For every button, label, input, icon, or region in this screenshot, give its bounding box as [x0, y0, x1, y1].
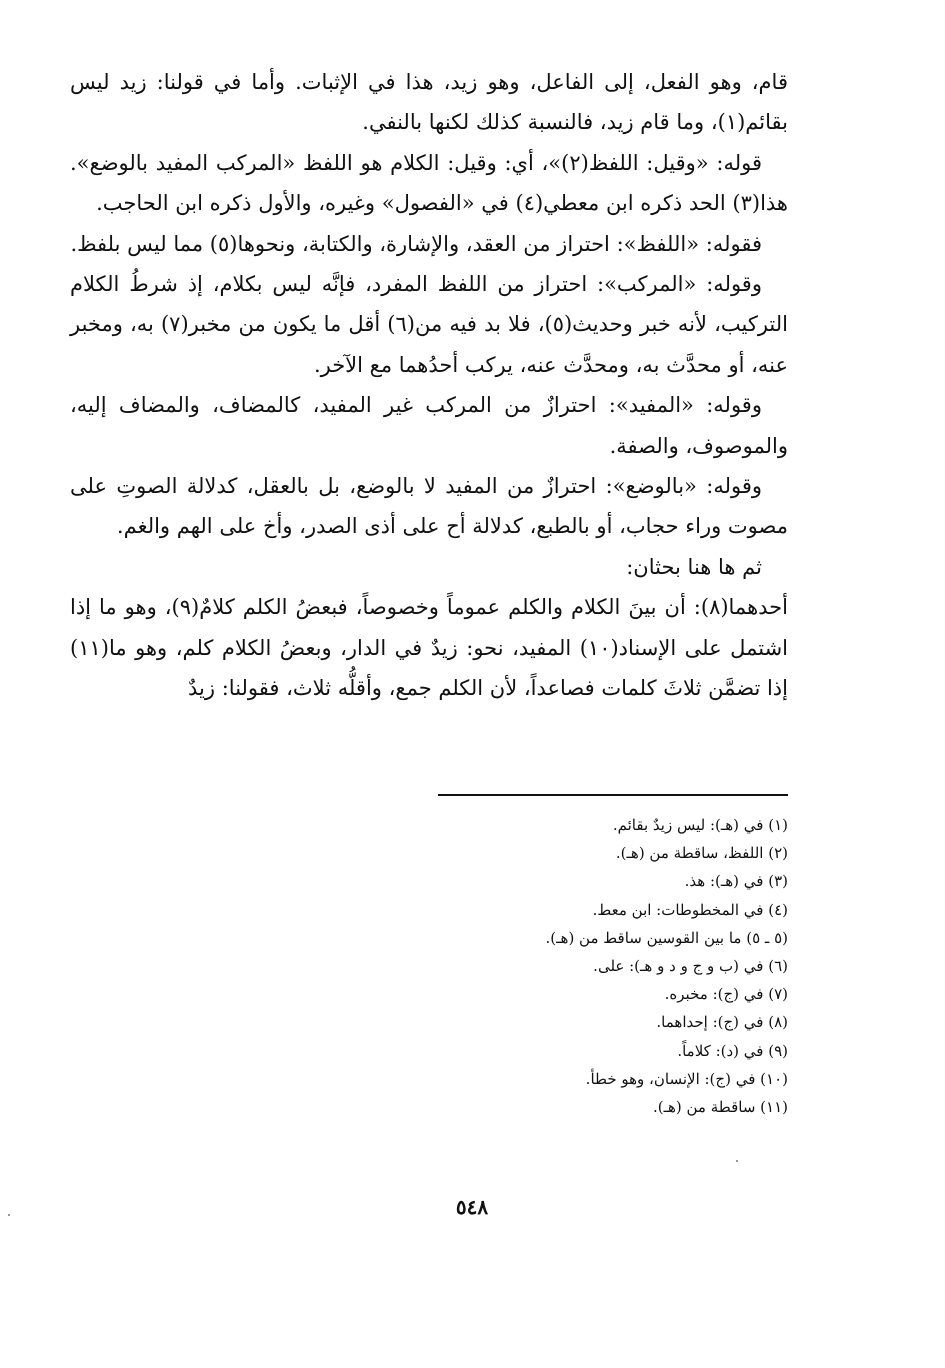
scan-speck	[8, 1214, 10, 1216]
footnotes	[330, 811, 788, 1121]
footnote: (٢) اللفظ، ساقطة من (هـ).	[615, 844, 788, 863]
footnote: (٩) في (د): كلاماً.	[677, 1041, 788, 1060]
footnote: (٦) في (ب و ج و د و هـ): على.	[593, 957, 788, 976]
paragraph: فقوله: «اللفظ»: احتراز من العقد، والإشارة، والكتابة، ونحوها(٥) مما ليس بلفظ.	[70, 231, 762, 256]
footnote: (٨) في (ج): إحداهما.	[656, 1013, 788, 1032]
paragraph: قام، وهو الفعل، إلى الفاعل، وهو زيد، هذا في الإثبات. وأما في قولنا: زيد ليس بقائم(١)، وما قام زيد، فالنسبة كذلك لكنها بالنفي.	[70, 70, 788, 135]
paragraph: أحدهما(٨): أن بينَ الكلام والكلم عموماً وخصوصاً، فبعضُ الكلم كلامٌ(٩)، وهو ما إذا اشتمل على الإسناد(١٠) المفيد، نحو: زيدٌ في الدار، وبعضُ الكلام كلم، وهو ما(١١) إذا تضمَّن ثلاثَ كلمات فصاعداً، لأن الكلم جمع، وأقلُّه ثلاث، فقولنا: زيدٌ	[70, 595, 788, 701]
main-text	[70, 62, 788, 709]
paragraph: وقوله: «بالوضع»: احترازٌ من المفيد لا بالوضع، بل بالعقل، كدلالة الصوتِ على مصوت وراء حجاب، أو بالطبع، كدلالة أح على أذى الصدر، وأخ على الهم والغم.	[70, 474, 788, 539]
footnote: (٥ ـ ٥) ما بين القوسين ساقط من (هـ).	[545, 928, 788, 947]
paragraph: وقوله: «المركب»: احتراز من اللفظ المفرد، فإنَّه ليس بكلام، إذ شرطُ الكلام التركيب، لأنه خبر وحديث(٥)، فلا بد فيه من(٦) أقل ما يكون من مخبر(٧) به، ومخبر عنه، أو محدَّث به، ومحدَّث عنه، يركب أحدُهما مع الآخر.	[70, 272, 788, 377]
footnote-divider	[438, 794, 788, 796]
footnote: (٤) في المخطوطات: ابن معط.	[592, 900, 788, 919]
scan-speck	[736, 1160, 738, 1162]
page-number: ٥٤٨	[455, 1195, 489, 1219]
paragraph: ثم ها هنا بحثان:	[626, 554, 762, 579]
footnote: (٣) في (هـ): هذ.	[684, 872, 788, 891]
footnote: (١٠) في (ج): الإنسان، وهو خطأ.	[585, 1069, 788, 1088]
paragraph: وقوله: «المفيد»: احترازٌ من المركب غير المفيد، كالمضاف، والمضاف إليه، والموصوف، والصفة.	[70, 393, 788, 458]
footnote: (١١) ساقطة من (هـ).	[652, 1098, 788, 1117]
footnote: (٧) في (ج): مخبره.	[664, 985, 788, 1004]
footnote: (١) في (هـ): ليس زيدٌ بقائم.	[612, 816, 788, 834]
paragraph: قوله: «وقيل: اللفظ(٢)»، أي: وقيل: الكلام هو اللفظ «المركب المفيد بالوضع». هذا(٣) الحد ذكره ابن معطي(٤) في «الفصول» وغيره، والأول ذكره ابن الحاجب.	[70, 150, 788, 216]
